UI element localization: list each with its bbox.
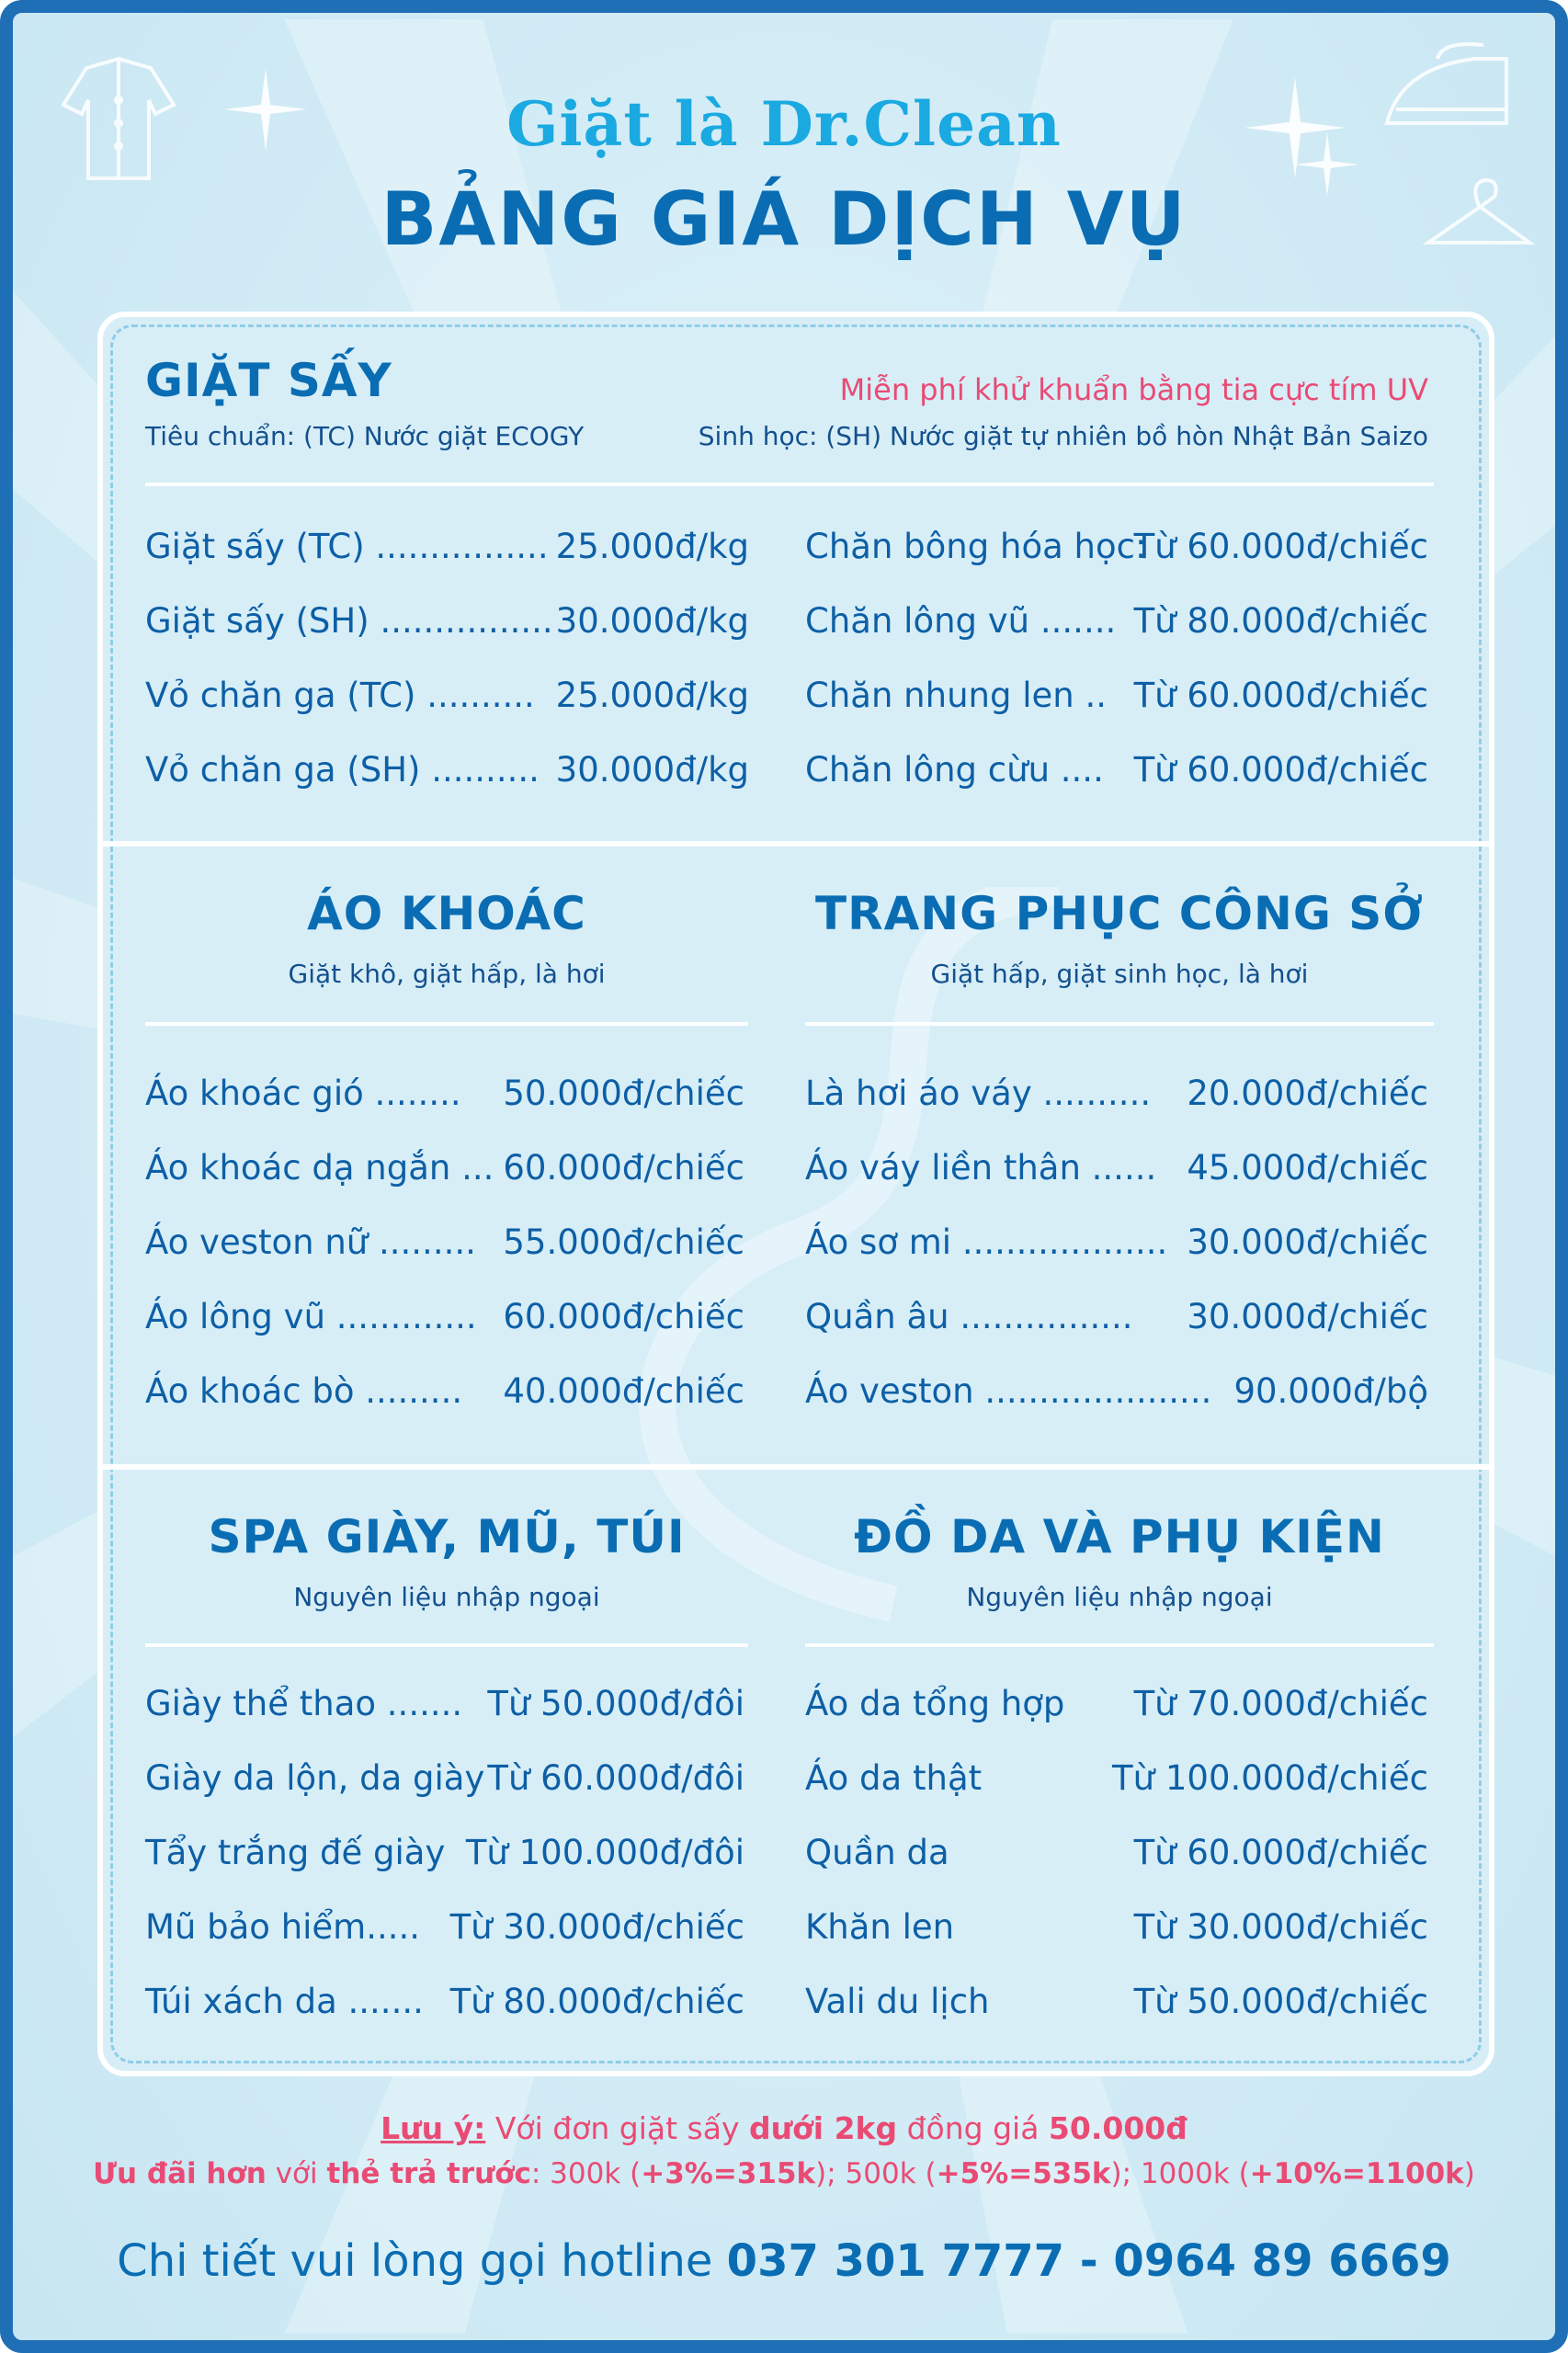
list-item-price: Từ 60.000đ/đôi xyxy=(487,1758,744,1798)
list-item: Chăn nhung len .. xyxy=(805,676,1107,715)
list-item: Áo da tổng hợp xyxy=(805,1684,1065,1723)
section-subtitle: Nguyên liệu nhập ngoại xyxy=(293,1582,600,1612)
list-item: Áo khoác dạ ngắn ... xyxy=(145,1148,494,1188)
list-item: Giặt sấy (SH) ................ xyxy=(145,601,553,641)
list-item-price: 30.000đ/kg xyxy=(555,750,749,790)
list-item-price: Từ 30.000đ/chiếc xyxy=(449,1907,744,1947)
section-title-cong-so: TRANG PHỤC CÔNG SỞ xyxy=(815,887,1424,940)
hotline xyxy=(13,2235,1555,2287)
list-item-price: 30.000đ/chiếc xyxy=(1187,1297,1428,1336)
list-item-price: Từ 70.000đ/chiếc xyxy=(1133,1684,1428,1723)
list-item: Vỏ chăn ga (TC) .......... xyxy=(145,676,535,715)
list-item-price: Từ 60.000đ/chiếc xyxy=(1133,676,1428,715)
section-title-ao-khoac: ÁO KHOÁC xyxy=(307,887,586,940)
note-label: Lưu ý: xyxy=(381,2110,486,2146)
note-small-order: Lưu ý: Với đơn giặt sấy dưới 2kg đồng giá 50.000đ xyxy=(381,2110,1187,2146)
list-item-price: Từ 30.000đ/chiếc xyxy=(1133,1907,1428,1947)
section-subtitle: Giặt hấp, giặt sinh học, là hơi xyxy=(930,959,1309,989)
list-item-price: 20.000đ/chiếc xyxy=(1187,1074,1428,1113)
hotline-numbers[interactable]: 037 301 7777 - 0964 89 6669 xyxy=(726,2235,1451,2287)
list-item: Chăn bông hóa học: xyxy=(805,527,1147,566)
hotline-label: Chi tiết vui lòng gọi hotline xyxy=(117,2235,727,2287)
list-item: Áo khoác bò ......... xyxy=(145,1371,463,1411)
list-item: Chăn lông cừu .... xyxy=(805,750,1104,790)
list-item: Áo veston nữ ......... xyxy=(145,1222,476,1262)
section-subtitle: Giặt khô, giặt hấp, là hơi xyxy=(288,959,606,989)
price-board xyxy=(97,312,1494,2076)
section-subtitle: Nguyên liệu nhập ngoại xyxy=(966,1582,1273,1612)
list-item: Giặt sấy (TC) ................ xyxy=(145,527,549,566)
list-item: Áo váy liền thân ...... xyxy=(805,1148,1157,1188)
bio-detergent-note: Sinh học: (SH) Nước giặt tự nhiên bồ hòn Nhật Bản Saizo xyxy=(698,421,1428,451)
standard-detergent-note: Tiêu chuẩn: (TC) Nước giặt ECOGY xyxy=(145,421,585,451)
page-title: BẢNG GIÁ DỊCH VỤ xyxy=(381,176,1187,262)
list-item-price: Từ 50.000đ/đôi xyxy=(487,1684,744,1723)
list-item-price: Từ 80.000đ/chiếc xyxy=(449,1982,744,2021)
section-title-spa: SPA GIÀY, MŨ, TÚI xyxy=(208,1510,686,1563)
list-item: Túi xách da ....... xyxy=(145,1982,424,2021)
list-item-price: Từ 60.000đ/chiếc xyxy=(1133,750,1428,790)
section-divider xyxy=(103,841,1489,847)
list-item-price: 60.000đ/chiếc xyxy=(503,1297,744,1336)
list-item: Giày da lộn, da giày xyxy=(145,1758,485,1798)
list-item-price: Từ 60.000đ/chiếc xyxy=(1133,527,1428,566)
list-item: Áo lông vũ ............. xyxy=(145,1297,477,1336)
list-item-price: Từ 50.000đ/chiếc xyxy=(1133,1982,1428,2021)
list-item-price: 55.000đ/chiếc xyxy=(503,1222,744,1262)
list-item-price: 90.000đ/bộ xyxy=(1233,1371,1428,1411)
list-item-price: Từ 100.000đ/đôi xyxy=(465,1833,744,1872)
list-item-price: 45.000đ/chiếc xyxy=(1187,1148,1428,1188)
list-item: Tẩy trắng đế giày xyxy=(145,1833,446,1872)
list-item: Giày thể thao ....... xyxy=(145,1684,463,1723)
list-item-price: Từ 100.000đ/chiếc xyxy=(1112,1758,1428,1798)
list-item: Áo da thật xyxy=(805,1758,983,1798)
uv-note: Miễn phí khử khuẩn bằng tia cực tím UV xyxy=(839,372,1428,407)
list-item-price: 25.000đ/kg xyxy=(555,676,749,715)
section-rule xyxy=(805,1022,1434,1026)
list-item: Quần da xyxy=(805,1833,949,1872)
list-item: Áo veston ..................... xyxy=(805,1371,1212,1411)
section-divider xyxy=(103,1464,1489,1470)
list-item: Quần âu ................ xyxy=(805,1297,1133,1336)
section-title-giat-say: GIẶT SẤY xyxy=(145,354,392,407)
section-rule xyxy=(145,1022,748,1026)
list-item-price: 40.000đ/chiếc xyxy=(503,1371,744,1411)
section-rule xyxy=(145,1643,748,1647)
list-item: Áo khoác gió ........ xyxy=(145,1074,461,1113)
list-item: Vỏ chăn ga (SH) .......... xyxy=(145,750,540,790)
list-item-price: 60.000đ/chiếc xyxy=(503,1148,744,1188)
list-item: Khăn len xyxy=(805,1907,955,1947)
list-item-price: 50.000đ/chiếc xyxy=(503,1074,744,1113)
list-item: Vali du lịch xyxy=(805,1982,990,2021)
section-title-do-da: ĐỒ DA VÀ PHỤ KIỆN xyxy=(854,1510,1385,1563)
list-item-price: 30.000đ/chiếc xyxy=(1187,1222,1428,1262)
list-item: Chăn lông vũ ....... xyxy=(805,601,1117,641)
list-item: Là hơi áo váy .......... xyxy=(805,1074,1152,1113)
list-item-price: Từ 80.000đ/chiếc xyxy=(1133,601,1428,641)
list-item: Mũ bảo hiểm..... xyxy=(145,1907,421,1947)
list-item-price: Từ 60.000đ/chiếc xyxy=(1133,1833,1428,1872)
section-rule xyxy=(145,483,1434,486)
list-item-price: 30.000đ/kg xyxy=(555,601,749,641)
list-item-price: 25.000đ/kg xyxy=(555,527,749,566)
section-rule xyxy=(805,1643,1434,1647)
note-prepaid-card: Ưu đãi hơn với thẻ trả trước: 300k (+3%=315k); 500k (+5%=535k); 1000k (+10%=1100k) xyxy=(93,2157,1475,2190)
list-item: Áo sơ mi ................... xyxy=(805,1222,1168,1262)
brand-name: Giặt là Dr.Clean xyxy=(506,88,1062,160)
